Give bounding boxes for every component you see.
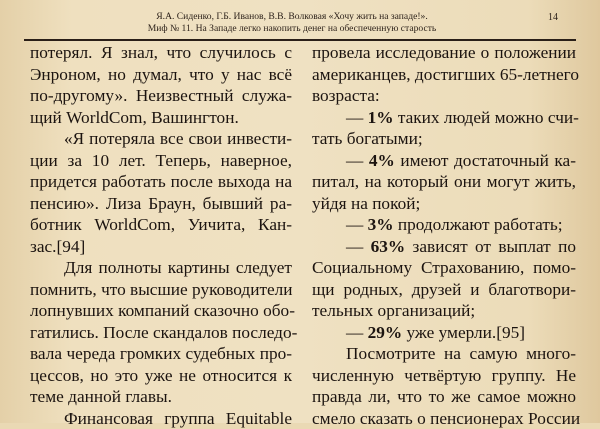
stat-percent: 3% (368, 215, 394, 234)
text-line: цессов, но это уже не относится к (30, 365, 292, 387)
text-line: вала череда громких судебных про- (30, 343, 292, 365)
text-line: лопнувших компаний сказочно обо- (30, 300, 292, 322)
stat-percent: 29% (368, 323, 403, 342)
text-line: по-другому». Неизвестный служа- (30, 85, 292, 107)
stat-text: имеют достаточный ка- (395, 151, 576, 170)
stat-text: таких людей можно счи- (394, 108, 579, 127)
stat-line (312, 107, 576, 129)
stat-text: зависят от выплат по (405, 237, 576, 256)
text-line: смело сказать о пенсионерах России (312, 408, 576, 429)
text-line: пенсию». Лиза Браун, бывший ра- (30, 193, 292, 215)
text-line: Финансовая группа Equitable (30, 408, 292, 429)
text-line: американцев, достигших 65-летнего (312, 64, 576, 86)
text-line: Для полноты картины следует (30, 257, 292, 279)
text-line: «Я потеряла все свои инвести- (30, 128, 292, 150)
text-line: численную четвёртую группу. Не (312, 365, 576, 387)
stat-text: уже умерли.[95] (402, 323, 525, 342)
stat-percent: 63% (371, 237, 406, 256)
stat-line (312, 322, 576, 344)
text-line: щи родных, друзей и благотвори- (312, 279, 576, 301)
stat-text: продолжают работать; (394, 215, 563, 234)
page-number: 14 (548, 12, 558, 23)
text-line: ботник WorldCom, Уичита, Кан- (30, 214, 292, 236)
running-header (24, 8, 576, 40)
stat-line (312, 214, 576, 236)
text-line: правда ли, что то же самое можно (312, 386, 576, 408)
stat-dash: — (346, 237, 371, 256)
text-line: питал, на который они могут жить, (312, 171, 576, 193)
header-chapter-line: Миф № 11. На Западе легко накопить денег на обеспеченную старость (72, 23, 512, 35)
text-line: помнить, что высшие руководители (30, 279, 292, 301)
stat-dash: — (346, 323, 368, 342)
text-line: щий WorldCom, Вашингтон. (30, 107, 292, 129)
stat-dash: — (346, 215, 368, 234)
header-divider (24, 39, 576, 41)
text-line: тельных организаций; (312, 300, 576, 322)
stat-percent: 4% (369, 151, 395, 170)
stat-dash: — (346, 151, 369, 170)
stat-line (312, 150, 576, 172)
stat-percent: 1% (368, 108, 394, 127)
text-line: Энроном, но думал, что у нас всё (30, 64, 292, 86)
text-line: придется работать после выхода на (30, 171, 292, 193)
text-line: провела исследование о положении (312, 42, 576, 64)
right-text-column (312, 42, 576, 429)
text-line: теме данной главы. (30, 386, 292, 408)
text-line: гатились. После скандалов последо- (30, 322, 292, 344)
text-line: возраста: (312, 85, 576, 107)
text-line: потерял. Я знал, что случилось с (30, 42, 292, 64)
text-line: Социальному Страхованию, помо- (312, 257, 576, 279)
stat-line (312, 236, 576, 258)
text-line: тать богатыми; (312, 128, 576, 150)
stat-dash: — (346, 108, 368, 127)
left-text-column (30, 42, 292, 429)
text-line: уйдя на покой; (312, 193, 576, 215)
text-line: ции за 10 лет. Теперь, наверное, (30, 150, 292, 172)
text-line: зас.[94] (30, 236, 292, 258)
header-title-line: Я.А. Сиденко, Г.Б. Иванов, В.В. Волковая «Хочу жить на западе!». (72, 11, 512, 23)
text-line: Посмотрите на самую много- (312, 343, 576, 365)
